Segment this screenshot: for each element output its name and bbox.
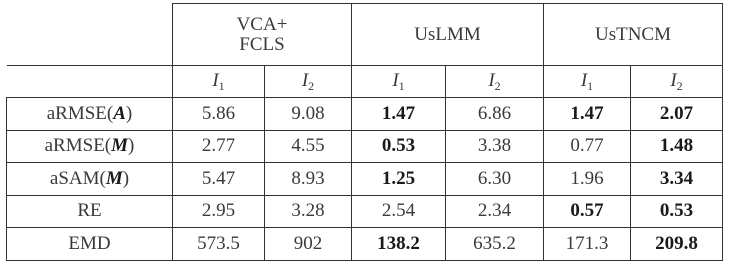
method-header-row [7,4,723,66]
metric-label: aRMSE(A) [7,98,173,131]
row-label-blank [7,66,173,98]
image-label: $I_1$ [173,66,265,98]
table-row [7,130,723,163]
corner-cell [7,4,173,66]
table-row [7,98,723,131]
value-cell: 1.96 [544,163,631,196]
value-cell: 9.08 [265,98,352,131]
image-label: $I_2$ [446,66,544,98]
value-cell: 4.55 [265,130,352,163]
value-cell: 6.86 [446,98,544,131]
value-cell: 5.47 [173,163,265,196]
value-cell: 6.30 [446,163,544,196]
metric-label: aSAM(M) [7,163,173,196]
method-header-vca-fcls [173,4,352,66]
value-cell: 1.47 [352,98,446,131]
value-cell: 3.28 [265,195,352,228]
value-cell: 0.77 [544,130,631,163]
value-cell: 0.53 [352,130,446,163]
value-cell: 1.48 [631,130,723,163]
method-name: UsTNCM [594,23,671,45]
value-cell: 902 [265,228,352,261]
results-table [6,3,723,261]
method-name: UsLMM [414,23,481,45]
value-cell: 2.07 [631,98,723,131]
table-row [7,228,723,261]
metric-label: RE [7,195,173,228]
value-cell: 2.34 [446,195,544,228]
value-cell: 1.25 [352,163,446,196]
value-cell: 2.95 [173,195,265,228]
table-row [7,163,723,196]
value-cell: 171.3 [544,228,631,261]
image-label: $I_1$ [352,66,446,98]
image-label: $I_2$ [265,66,352,98]
value-cell: 8.93 [265,163,352,196]
method-header-uslmm [352,4,544,66]
value-cell: 138.2 [352,228,446,261]
value-cell: 573.5 [173,228,265,261]
method-name-line2: FCLS [239,33,285,55]
value-cell: 5.86 [173,98,265,131]
metric-label: EMD [7,228,173,261]
value-cell: 0.53 [631,195,723,228]
metric-label: aRMSE(M) [7,130,173,163]
image-label: $I_1$ [544,66,631,98]
value-cell: 3.34 [631,163,723,196]
image-label: $I_2$ [631,66,723,98]
table-row [7,195,723,228]
value-cell: 635.2 [446,228,544,261]
value-cell: 2.77 [173,130,265,163]
image-label-row [7,66,723,98]
value-cell: 209.8 [631,228,723,261]
value-cell: 1.47 [544,98,631,131]
value-cell: 3.38 [446,130,544,163]
method-name: VCA+ [236,13,288,35]
method-header-ustncm [544,4,723,66]
value-cell: 0.57 [544,195,631,228]
value-cell: 2.54 [352,195,446,228]
